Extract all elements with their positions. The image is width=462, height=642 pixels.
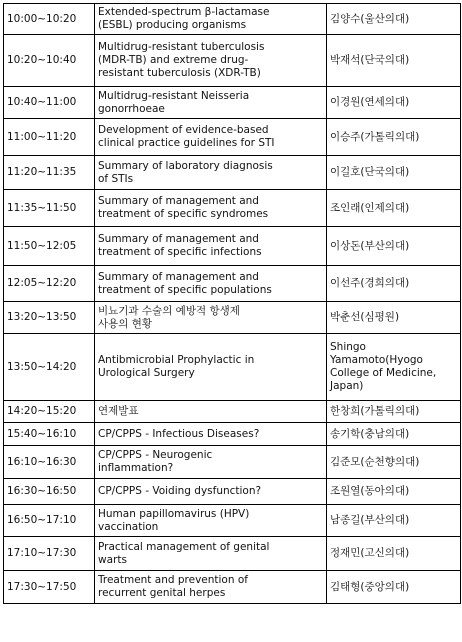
session-topic: Human papillomavirus (HPV) vaccination	[95, 505, 327, 537]
session-speaker: 김양수(울산의대)	[327, 4, 461, 35]
session-speaker: 김태형(중앙의대)	[327, 571, 461, 604]
table-row	[4, 119, 461, 156]
table-row	[4, 190, 461, 227]
schedule-table	[3, 3, 461, 604]
table-row	[4, 156, 461, 190]
table-row	[4, 479, 461, 505]
table-row	[4, 87, 461, 119]
session-topic: Antibmicrobial Prophylactic in Urological Surgery	[95, 334, 327, 401]
session-topic: Summary of management and treatment of specific syndromes	[95, 190, 327, 227]
table-row	[4, 401, 461, 423]
session-topic: 연제발표	[95, 401, 327, 423]
session-time: 10:20~10:40	[4, 35, 95, 87]
session-topic: CP/CPPS - Neurogenic inflammation?	[95, 446, 327, 479]
session-topic: Summary of laboratory diagnosis of STIs	[95, 156, 327, 190]
session-topic: Practical management of genital warts	[95, 537, 327, 571]
session-speaker: Shingo Yamamoto(Hyogo College of Medicine, Japan)	[327, 334, 461, 401]
table-row	[4, 334, 461, 401]
session-time: 11:35~11:50	[4, 190, 95, 227]
session-speaker: 박춘선(심평원)	[327, 302, 461, 334]
session-time: 13:50~14:20	[4, 334, 95, 401]
table-row	[4, 571, 461, 604]
session-speaker: 이상돈(부산의대)	[327, 227, 461, 266]
table-row	[4, 35, 461, 87]
session-topic: Summary of management and treatment of specific populations	[95, 266, 327, 302]
session-topic: Development of evidence-based clinical practice guidelines for STI	[95, 119, 327, 156]
session-speaker: 박재석(단국의대)	[327, 35, 461, 87]
session-time: 14:20~15:20	[4, 401, 95, 423]
session-time: 11:50~12:05	[4, 227, 95, 266]
session-topic: Multidrug-resistant tuberculosis (MDR-TB) and extreme drug- resistant tuberculosis (XDR-TB)	[95, 35, 327, 87]
table-row	[4, 227, 461, 266]
session-speaker: 김준모(순천향의대)	[327, 446, 461, 479]
session-speaker: 조원열(동아의대)	[327, 479, 461, 505]
session-topic: CP/CPPS - Voiding dysfunction?	[95, 479, 327, 505]
session-time: 16:30~16:50	[4, 479, 95, 505]
session-time: 13:20~13:50	[4, 302, 95, 334]
session-speaker: 송기학(충남의대)	[327, 423, 461, 446]
session-speaker: 이경원(연세의대)	[327, 87, 461, 119]
session-time: 11:00~11:20	[4, 119, 95, 156]
table-row	[4, 423, 461, 446]
session-time: 12:05~12:20	[4, 266, 95, 302]
schedule-body	[4, 4, 461, 604]
session-speaker: 남종길(부산의대)	[327, 505, 461, 537]
session-speaker: 이길호(단국의대)	[327, 156, 461, 190]
session-topic: Treatment and prevention of recurrent genital herpes	[95, 571, 327, 604]
table-row	[4, 266, 461, 302]
session-topic: Multidrug-resistant Neisseria gonorrhoeae	[95, 87, 327, 119]
session-time: 16:10~16:30	[4, 446, 95, 479]
session-speaker: 이선주(경희의대)	[327, 266, 461, 302]
table-row	[4, 537, 461, 571]
session-speaker: 한창희(가톨릭의대)	[327, 401, 461, 423]
session-time: 11:20~11:35	[4, 156, 95, 190]
session-topic: CP/CPPS - Infectious Diseases?	[95, 423, 327, 446]
session-topic: Summary of management and treatment of specific infections	[95, 227, 327, 266]
table-row	[4, 446, 461, 479]
session-topic: Extended-spectrum β-lactamase (ESBL) producing organisms	[95, 4, 327, 35]
session-speaker: 조인래(인제의대)	[327, 190, 461, 227]
session-time: 10:40~11:00	[4, 87, 95, 119]
session-time: 15:40~16:10	[4, 423, 95, 446]
session-time: 10:00~10:20	[4, 4, 95, 35]
session-time: 16:50~17:10	[4, 505, 95, 537]
session-topic: 비뇨기과 수술의 예방적 항생제 사용의 현황	[95, 302, 327, 334]
session-time: 17:30~17:50	[4, 571, 95, 604]
session-speaker: 정재민(고신의대)	[327, 537, 461, 571]
session-time: 17:10~17:30	[4, 537, 95, 571]
table-row	[4, 505, 461, 537]
session-speaker: 이승주(가톨릭의대)	[327, 119, 461, 156]
table-row	[4, 302, 461, 334]
table-row	[4, 4, 461, 35]
